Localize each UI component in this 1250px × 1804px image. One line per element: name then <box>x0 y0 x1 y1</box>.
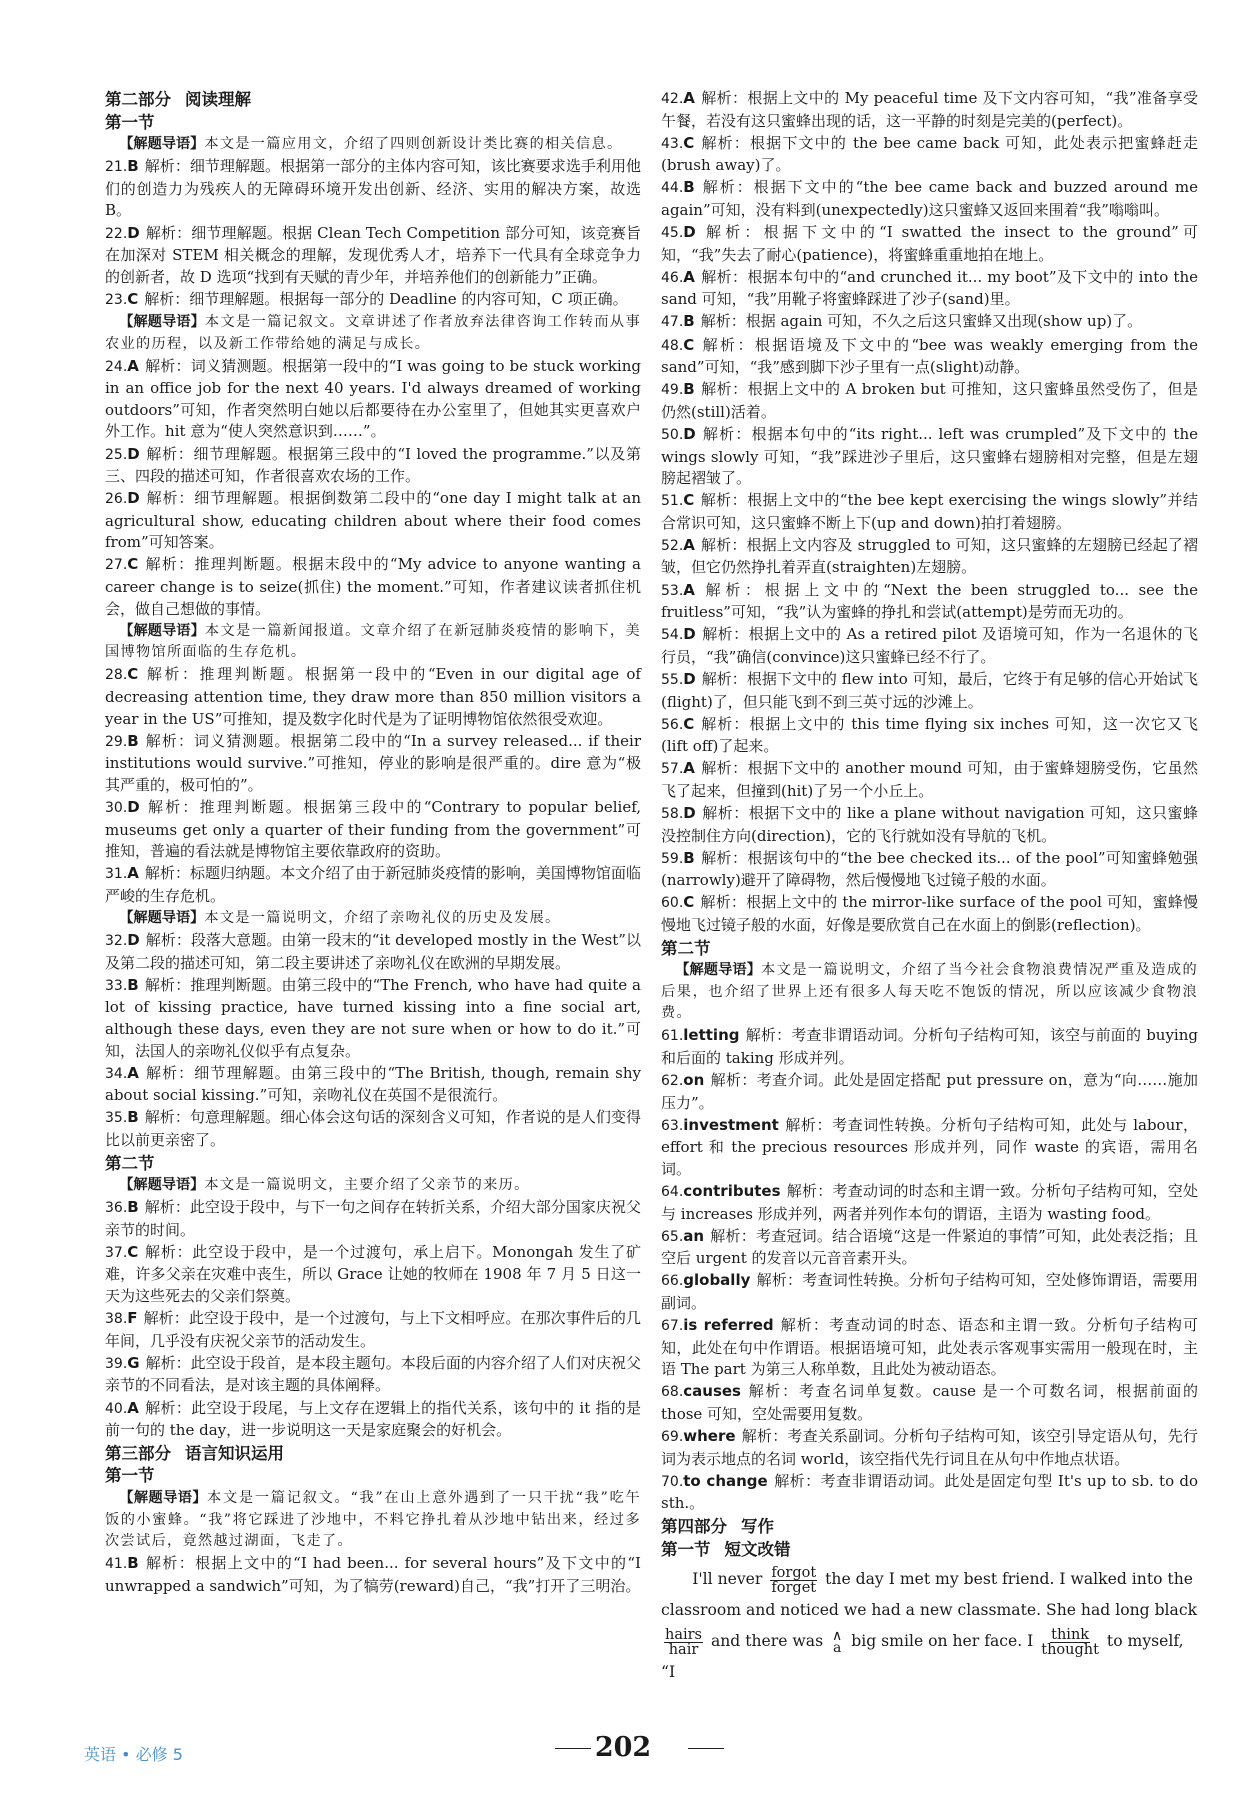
answer-key: A <box>683 759 695 778</box>
heading-text: 第一节 <box>105 1466 155 1486</box>
answer-key: contributes <box>683 1182 781 1201</box>
guide-text: 本文是一篇说明文，介绍了亲吻礼仪的历史及发展。 <box>204 909 561 926</box>
answer-key: D <box>683 669 696 688</box>
explanation-text: 解析：细节理解题。根据第一部分的主体内容可知，该比赛要求选手利用他们的创造力为残疾人的无障碍环境开发出创新、经济、实用的解决方案，故选 B。 <box>105 157 641 220</box>
explanation-text: 解析：根据上文中的“the bee kept exercising the wings slowly”并结合常识可知，这只蜜蜂不断上下(up and down)拍打着翅膀。 <box>661 491 1198 532</box>
answer-key: is referred <box>683 1316 774 1335</box>
explanation-text: 解析：根据下文中的 another mound 可知，由于蜜蜂翅膀受伤，它虽然飞了起来，但撞到(hit)了另一个小丘上。 <box>661 759 1198 800</box>
essay-line-2 <box>661 1626 1198 1688</box>
explanation-text: 解析：根据上文中的 As a retired pilot 及语境可知，作为一名退休的飞行员，“我”确信(convince)这只蜜蜂已经不行了。 <box>661 625 1198 666</box>
solution-guide <box>661 960 1198 1025</box>
guide-tag: 【解题导语】 <box>119 136 205 153</box>
answer-key: C <box>127 289 139 308</box>
essay-text: to myself, “I <box>661 1632 1184 1682</box>
answer-key: C <box>127 555 139 574</box>
essay-text: I'll never <box>692 1570 763 1589</box>
explanation-text: 解析：根据下文中的“the bee came back and buzzed around me again”可知，没有料到(unexpectedly)这只蜜蜂又返回来围着“我”嗡嗡叫。 <box>661 178 1198 219</box>
question-number: 59. <box>661 850 684 867</box>
question-number: 54. <box>661 627 684 644</box>
answer-item <box>661 1381 1198 1425</box>
answer-key: A <box>127 1063 139 1082</box>
heading-subtitle: 写作 <box>741 1517 774 1536</box>
explanation-text: 解析：根据本句中的“its right... left was crumpled”及下文中的 the wings slowly 可知，“我”踩进沙子里后，这只蜜蜂右翅膀相对完整，但是左翅膀起褶皱了。 <box>661 424 1198 488</box>
essay-text: big smile on her face. I <box>851 1632 1034 1651</box>
explanation-text: 解析：词义猜测题。根据第二段中的“In a survey released... if their institutions would survive.”可推知，停业的影响是很严重的。dire 意为“极其严重的，极可怕的”。 <box>105 731 641 794</box>
insert-mark <box>832 1628 843 1657</box>
explanation-text: 解析：考查介词。此处是固定搭配 put pressure on，意为“向……施加压力”。 <box>661 1071 1198 1112</box>
question-number: 33. <box>105 977 128 994</box>
explanation-text: 解析：此空设于段中，是一个过渡句，与上下文相呼应。在那次事件后的几年间，几乎没有庆祝父亲节的活动发生。 <box>105 1309 641 1350</box>
explanation-text: 解析：此空设于段尾，与上文存在逻辑上的指代关系，该句中的 it 指的是前一句的 the day，进一步说明这一天是家庭聚会的好机会。 <box>105 1398 641 1440</box>
answer-item <box>661 1115 1198 1181</box>
question-number: 51. <box>661 493 684 510</box>
answer-item <box>105 488 641 554</box>
answer-item <box>661 88 1198 132</box>
answer-item <box>661 892 1198 936</box>
answer-item <box>105 863 641 907</box>
answer-key: causes <box>683 1382 741 1401</box>
explanation-text: 解析：细节理解题。根据倒数第二段中的“one day I might talk at an agricultural show, educating children about where their food comes from”可知答案。 <box>105 489 641 552</box>
answer-item <box>105 1353 641 1397</box>
answer-item <box>661 1070 1198 1114</box>
guide-text: 本文是一篇说明文，主要介绍了父亲节的来历。 <box>204 1177 530 1194</box>
answer-item <box>661 624 1198 668</box>
guide-tag: 【解题导语】 <box>119 1177 205 1194</box>
answer-item <box>105 554 641 620</box>
answer-item <box>661 424 1198 490</box>
question-number: 37. <box>105 1244 128 1261</box>
question-number: 63. <box>661 1117 684 1134</box>
answer-key: D <box>127 798 140 816</box>
essay-text: the day I met my best friend. I walked into the classroom and noticed we had a new classmate. She had long black <box>661 1570 1198 1620</box>
question-number: 66. <box>661 1273 684 1290</box>
question-number: 57. <box>661 761 684 778</box>
answer-item <box>105 1308 641 1352</box>
question-number: 30. <box>105 800 128 816</box>
question-number: 26. <box>105 491 128 508</box>
explanation-text: 解析：推理判断题。根据末段中的“My advice to anyone wanting a career change is to seize(抓住) the moment.”可知，作者建议读者抓住机会，做自己想做的事情。 <box>105 555 641 618</box>
question-number: 58. <box>661 806 684 822</box>
question-number: 42. <box>661 91 684 107</box>
answer-key: A <box>683 535 695 554</box>
explanation-text: 解析：考查词性转换。分析句子结构可知，空处修饰谓语，需要用副词。 <box>661 1271 1198 1313</box>
answer-key: C <box>683 491 695 510</box>
question-number: 48. <box>661 337 684 354</box>
heading-text: 第二节 <box>661 938 711 958</box>
answer-item <box>661 1315 1198 1381</box>
question-number: 67. <box>661 1318 684 1335</box>
question-number: 38. <box>105 1311 128 1328</box>
question-number: 69. <box>661 1429 684 1446</box>
answer-item <box>661 311 1198 334</box>
explanation-text: 解析：根据该句中的“the bee checked its... of the pool”可知蜜蜂勉强(narrowly)避开了障碍物，然后慢慢地飞过镜子般的水面。 <box>661 848 1198 890</box>
heading-text: 第二节 <box>105 1153 155 1173</box>
heading-subtitle: 阅读理解 <box>185 90 251 109</box>
answer-key: D <box>683 424 696 443</box>
answer-key: C <box>683 335 695 354</box>
question-number: 46. <box>661 269 684 286</box>
question-number: 27. <box>105 557 128 574</box>
explanation-text: 解析：根据上文中的“Next the been struggled to... see the fruitless”可知，“我”认为蜜蜂的挣扎和尝试(attempt)是劳而无功的。 <box>661 580 1198 622</box>
question-number: 36. <box>105 1200 128 1217</box>
answer-item <box>105 1398 641 1442</box>
answer-key: B <box>127 975 139 994</box>
page-number: 202 <box>594 1732 652 1763</box>
question-number: 61. <box>661 1028 684 1045</box>
answer-key: A <box>127 864 139 883</box>
answer-item <box>661 1181 1198 1225</box>
answer-item <box>105 356 641 443</box>
answer-item <box>105 975 641 1062</box>
explanation-text: 解析：句意理解题。细心体会这句话的深刻含义可知，作者说的是人们变得比以前更亲密了。 <box>105 1108 641 1149</box>
explanation-text: 解析：词义猜测题。根据第一段中的“I was going to be stuck working in an office job for the next 40 years. I'd always dreamed of working outdoors”可知，作者突然明白她以后都要待在办公室里了，但她其实更喜欢户外工作。hit 意为“使人突然意识到……”。 <box>105 356 641 441</box>
question-number: 31. <box>105 866 128 883</box>
answer-item <box>661 669 1198 713</box>
answer-item <box>105 1553 641 1597</box>
question-number: 39. <box>105 1355 128 1372</box>
answer-item <box>661 222 1198 266</box>
solution-guide <box>105 134 641 156</box>
answer-key: C <box>127 1242 139 1261</box>
answer-item <box>105 1242 641 1308</box>
answer-key: B <box>683 312 695 331</box>
answer-key: C <box>683 714 695 733</box>
guide-tag: 【解题导语】 <box>119 313 205 330</box>
question-number: 43. <box>661 135 684 152</box>
subject-label: 英语 • 必修 5 <box>84 1745 183 1764</box>
question-number: 22. <box>105 225 128 242</box>
answer-key: to change <box>683 1471 768 1490</box>
wrong-word: hairs <box>665 1626 702 1643</box>
answer-item <box>105 1107 641 1151</box>
answer-key: A <box>127 356 139 375</box>
question-number: 21. <box>105 159 128 176</box>
explanation-text: 解析：根据下文中的 the bee came back 可知，此处表示把蜜蜂赶走(brush away)了。 <box>661 133 1198 175</box>
essay-line-1 <box>661 1564 1198 1626</box>
question-number: 55. <box>661 671 684 688</box>
guide-text: 本文是一篇记叙文。“我”在山上意外遇到了一只干扰“我”吃午饭的小蜜蜂。“我”将它踩进了沙地中，不料它挣扎着从沙地中钻出来，经过多次尝试后，竟然越过湖面，飞走了。 <box>105 1489 641 1550</box>
solution-guide <box>105 1175 641 1197</box>
solution-guide <box>105 908 641 930</box>
section-heading <box>105 89 641 111</box>
explanation-text: 解析：此空设于段中，是一个过渡句，承上启下。Monongah 发生了矿难，许多父亲在灾难中丧生，所以 Grace 让她的牧师在 1908 年 7 月 5 日这一天为这些死去的父亲们祭奠。 <box>105 1242 641 1306</box>
correction-think <box>1041 1628 1099 1657</box>
guide-text: 本文是一篇新闻报道。文章介绍了在新冠肺炎疫情的影响下，美国博物馆所面临的生存危机。 <box>105 622 641 661</box>
answer-key: B <box>127 731 139 750</box>
answer-key: A <box>683 267 695 286</box>
answer-key: A <box>683 580 695 599</box>
explanation-text: 解析：考查非谓语动词。分析句子结构可知，该空与前面的 buying 和后面的 taking 形成并列。 <box>661 1026 1198 1068</box>
question-number: 25. <box>105 446 128 463</box>
explanation-text: 解析：考查非谓语动词。此处是固定句型 It's up to sb. to do sth.。 <box>661 1471 1198 1513</box>
solution-guide <box>105 312 641 355</box>
answer-key: D <box>683 223 696 242</box>
heading-text: 第二部分 <box>105 90 171 109</box>
question-number: 41. <box>105 1556 128 1573</box>
guide-text: 本文是一篇说明文，介绍了当今社会食物浪费情况严重及造成的后果，也介绍了世界上还有很多人每天吃不饱饭的情况，所以应该减少食物浪费。 <box>661 962 1198 1022</box>
answer-key: globally <box>683 1271 751 1290</box>
explanation-text: 解析：根据下文中的“I swatted the insect to the ground”可知，“我”失去了耐心(patience)，将蜜蜂重重地拍在地上。 <box>661 223 1198 264</box>
question-number: 28. <box>105 667 128 684</box>
explanation-text: 解析：考查词性转换。分析句子结构可知，此处与 labour，effort 和 the precious resources 形成并列，同作 waste 的宾语，需用名词。 <box>661 1115 1198 1178</box>
explanation-text: 解析：此空设于段中，与下一句之间存在转折关系，介绍大部分国家庆祝父亲节的时间。 <box>105 1198 641 1239</box>
correct-word: hair <box>668 1641 699 1658</box>
answer-key: on <box>683 1071 705 1090</box>
explanation-text: 解析：根据语境及下文中的“bee was weakly emerging from the sand”可知，“我”感到脚下沙子里有一点(slight)动静。 <box>661 335 1198 377</box>
question-number: 44. <box>661 180 684 197</box>
section-heading <box>105 1153 641 1175</box>
guide-tag: 【解题导语】 <box>119 1489 208 1506</box>
question-number: 65. <box>661 1228 684 1245</box>
explanation-text: 解析：段落大意题。由第一段末的“it developed mostly in the West”以及第二段的描述可知，第二段主要讲述了亲吻礼仪在欧洲的早期发展。 <box>105 931 641 972</box>
heading-text: 第三部分 <box>105 1443 171 1463</box>
question-number: 47. <box>661 314 684 331</box>
left-column <box>105 88 641 1598</box>
guide-tag: 【解题导语】 <box>119 622 205 639</box>
explanation-text: 解析：细节理解题。根据每一部分的 Deadline 的内容可知，C 项正确。 <box>144 289 628 308</box>
answer-item <box>105 1063 641 1107</box>
heading-subtitle: 短文改错 <box>724 1539 791 1559</box>
explanation-text: 解析：推理判断题。由第三段中的“The French, who have had quite a lot of kissing practice, have turned kissing into a fine social art, although these days, even they are not sure when or how to do it.”可知，法国人的亲吻礼仪似乎有点复杂。 <box>105 975 641 1060</box>
explanation-text: 解析：根据上文中的 A broken but 可推知，这只蜜蜂虽然受伤了，但是仍然(still)活着。 <box>661 380 1198 421</box>
explanation-text: 解析：根据本句中的“and crunched it... my boot”及下文中的 into the sand 可知，“我”用靴子将蜜蜂踩进了沙子(sand)里。 <box>661 267 1198 309</box>
explanation-text: 解析：根据 again 可知，不久之后这只蜜蜂又出现(show up)了。 <box>700 312 1143 331</box>
explanation-text: 解析：考查动词的时态和主谓一致。分析句子结构可知，空处与 increases 形成并列，两者并列作本句的谓语，主语为 wasting food。 <box>661 1182 1198 1223</box>
question-number: 40. <box>105 1400 128 1417</box>
answer-key: A <box>683 89 695 107</box>
answer-key: D <box>683 625 696 644</box>
explanation-text: 解析：根据上文中的 this time flying six inches 可知，这一次它又飞(lift off)了起来。 <box>661 714 1198 756</box>
answer-key: B <box>127 1554 139 1573</box>
question-number: 23. <box>105 291 128 308</box>
explanation-text: 解析：根据上文内容及 struggled to 可知，这只蜜蜂的左翅膀已经起了褶皱，但它仍然挣扎着弄直(straighten)左翅膀。 <box>661 535 1198 577</box>
question-number: 24. <box>105 358 128 375</box>
answer-key: B <box>127 1108 139 1127</box>
explanation-text: 解析：根据下文中的 like a plane without navigation 可知，这只蜜蜂没控制住方向(direction)，它的飞行就如没有导航的飞机。 <box>661 804 1198 845</box>
essay-text: and there was <box>710 1632 824 1651</box>
answer-item <box>661 714 1198 758</box>
explanation-text: 解析：此空设于段首，是本段主题句。本段后面的内容介绍了人们对庆祝父亲节的不同看法，是对该主题的具体阐释。 <box>105 1353 641 1395</box>
heading-text: 第一节 <box>105 112 155 132</box>
question-number: 32. <box>105 933 128 950</box>
solution-guide <box>105 621 641 664</box>
answer-item <box>105 444 641 488</box>
question-number: 35. <box>105 1110 128 1127</box>
caret-icon: ∧ <box>832 1628 843 1645</box>
explanation-text: 解析：考查名词单复数。cause 是一个可数名词，根据前面的 those 可知，空处需要用复数。 <box>661 1382 1198 1424</box>
explanation-text: 解析：推理判断题。根据第三段中的“Contrary to popular belief, museums get only a quarter of their funding from the government”可推知，普遍的看法就是博物馆主要依靠政府的资助。 <box>105 798 641 861</box>
question-number: 56. <box>661 716 684 733</box>
answer-item <box>661 535 1198 579</box>
answer-key: C <box>127 665 139 684</box>
answer-item <box>661 267 1198 311</box>
solution-guide <box>105 1488 641 1553</box>
correct-word: forget <box>771 1579 817 1596</box>
section-heading <box>661 1516 1198 1538</box>
answer-key: B <box>683 848 695 867</box>
explanation-text: 解析：推理判断题。根据第一段中的“Even in our digital age of decreasing attention time, they draw more than 850 million visitors a year in the US”可推知，提及数字化时代是为了证明博物馆依然很受欢迎。 <box>105 665 641 728</box>
question-number: 64. <box>661 1184 684 1201</box>
right-items <box>661 88 1198 1560</box>
explanation-text: 解析：考查关系副词。分析句子结构可知，该空引导定语从句，先行词为表示地点的名词 world，该空指代先行词且在从句中作地点状语。 <box>661 1427 1198 1468</box>
answer-key: letting <box>683 1026 740 1045</box>
guide-tag: 【解题导语】 <box>119 909 205 926</box>
inserted-word: a <box>832 1640 842 1657</box>
answer-item <box>661 379 1198 423</box>
divider <box>688 1748 724 1749</box>
answer-item <box>661 758 1198 802</box>
answer-key: D <box>127 489 140 508</box>
explanation-text: 解析：根据上文中的 My peaceful time 及下文内容可知，“我”准备享受午餐，若没有这只蜜蜂出现的话，这一平静的时刻是完美的(perfect)。 <box>661 89 1198 130</box>
question-number: 49. <box>661 382 684 399</box>
answer-item <box>661 335 1198 379</box>
heading-subtitle: 语言知识运用 <box>185 1443 284 1463</box>
answer-item <box>661 1226 1198 1270</box>
answer-key: C <box>683 133 695 152</box>
correct-word: thought <box>1041 1641 1099 1658</box>
answer-key: B <box>127 157 139 176</box>
answer-item <box>661 848 1198 892</box>
explanation-text: 解析：根据上文中的“I had been... for several hours”及下文中的“I unwrapped a sandwich”可知，为了犒劳(reward)自己，“我”打开了三明治。 <box>105 1554 641 1595</box>
answer-key: C <box>683 893 695 912</box>
guide-tag: 【解题导语】 <box>675 962 762 979</box>
section-heading <box>105 112 641 134</box>
answer-key: F <box>127 1309 138 1328</box>
answer-item <box>661 1426 1198 1470</box>
explanation-text: 解析：细节理解题。由第三段中的“The British, though, remain shy about social kissing.”可知，亲吻礼仪在英国不是很流行。 <box>105 1063 641 1105</box>
answer-key: investment <box>683 1115 779 1134</box>
answer-item <box>105 223 641 289</box>
guide-text: 本文是一篇记叙文。文章讲述了作者放弃法律咨询工作转而从事农业的历程，以及新工作带给她的满足与成长。 <box>105 313 641 352</box>
answer-key: B <box>683 178 695 197</box>
explanation-text: 解析：考查冠词。结合语境“这是一件紧迫的事情”可知，此处表泛指；且空后 urgent 的发音以元音音素开头。 <box>661 1226 1198 1268</box>
answer-key: B <box>127 1198 139 1217</box>
question-number: 70. <box>661 1473 684 1490</box>
answer-item <box>661 1471 1198 1515</box>
question-number: 53. <box>661 582 684 599</box>
question-number: 50. <box>661 426 684 443</box>
question-number: 62. <box>661 1073 684 1090</box>
section-heading <box>661 1539 1198 1561</box>
answer-item <box>661 1270 1198 1314</box>
section-heading <box>661 938 1198 960</box>
answer-key: D <box>127 931 140 950</box>
section-heading <box>105 1443 641 1465</box>
answer-item <box>105 156 641 222</box>
correction-hairs <box>664 1628 703 1657</box>
answer-item <box>661 177 1198 221</box>
error-correction-essay <box>661 1564 1198 1688</box>
explanation-text: 解析：考查动词的时态、语态和主谓一致。分析句子结构可知，此处在句中作谓语。根据语境可知，此处表示客观事实需用一般现在时，主语 The part 为第三人称单数，且此处为被动语态。 <box>661 1316 1198 1379</box>
answer-key: where <box>683 1427 736 1446</box>
answer-key: D <box>127 444 140 463</box>
question-number: 52. <box>661 537 684 554</box>
question-number: 29. <box>105 733 128 750</box>
right-column <box>661 88 1198 1688</box>
answer-key: D <box>127 223 140 242</box>
answer-key: an <box>683 1226 705 1245</box>
answer-key: G <box>127 1353 140 1372</box>
answer-item <box>661 133 1198 177</box>
answer-item <box>661 580 1198 624</box>
wrong-word: think <box>1051 1626 1090 1643</box>
question-number: 34. <box>105 1065 128 1082</box>
question-number: 45. <box>661 225 684 242</box>
question-number: 68. <box>661 1384 684 1401</box>
explanation-text: 解析：标题归纳题。本文介绍了由于新冠肺炎疫情的影响，美国博物馆面临严峻的生存危机。 <box>105 864 641 905</box>
answer-item <box>661 490 1198 534</box>
page-footer <box>0 1732 1250 1778</box>
answer-item <box>105 930 641 974</box>
answer-item <box>105 664 641 730</box>
explanation-text: 解析：根据下文中的 flew into 可知，最后，它终于有足够的信心开始试飞(flight)了，但只能飞到不到三英寸远的沙滩上。 <box>661 669 1198 711</box>
answer-item <box>105 731 641 797</box>
answer-item <box>105 1197 641 1241</box>
answer-item <box>661 803 1198 847</box>
heading-text: 第四部分 <box>661 1517 727 1536</box>
explanation-text: 解析：细节理解题。根据 Clean Tech Competition 部分可知，该竞赛旨在加深对 STEM 相关概念的理解，发现优秀人才，培养下一代具有全球竞争力的创新者，故 D 选项“找到有天赋的青少年，并培养他们的创新能力”正确。 <box>105 223 641 286</box>
correction-forgot <box>770 1566 817 1595</box>
explanation-text: 解析：细节理解题。根据第三段中的“I loved the programme.”以及第三、四段的描述可知，作者很喜欢农场的工作。 <box>105 444 641 486</box>
section-heading <box>105 1465 641 1487</box>
wrong-word: forgot <box>771 1564 817 1581</box>
explanation-text: 解析：根据上文中的 the mirror-like surface of the pool 可知，蜜蜂慢慢地飞过镜子般的水面，好像是要欣赏自己在水面上的倒影(reflection)。 <box>661 893 1198 934</box>
heading-text: 第一节 <box>661 1539 711 1559</box>
answer-item <box>661 1025 1198 1069</box>
answer-key: B <box>683 380 695 399</box>
guide-text: 本文是一篇应用文，介绍了四则创新设计类比赛的相关信息。 <box>204 136 623 153</box>
answer-key: D <box>683 804 696 822</box>
question-number: 60. <box>661 895 684 912</box>
answer-key: A <box>127 1398 139 1417</box>
answer-item <box>105 797 641 863</box>
answer-item <box>105 289 641 312</box>
